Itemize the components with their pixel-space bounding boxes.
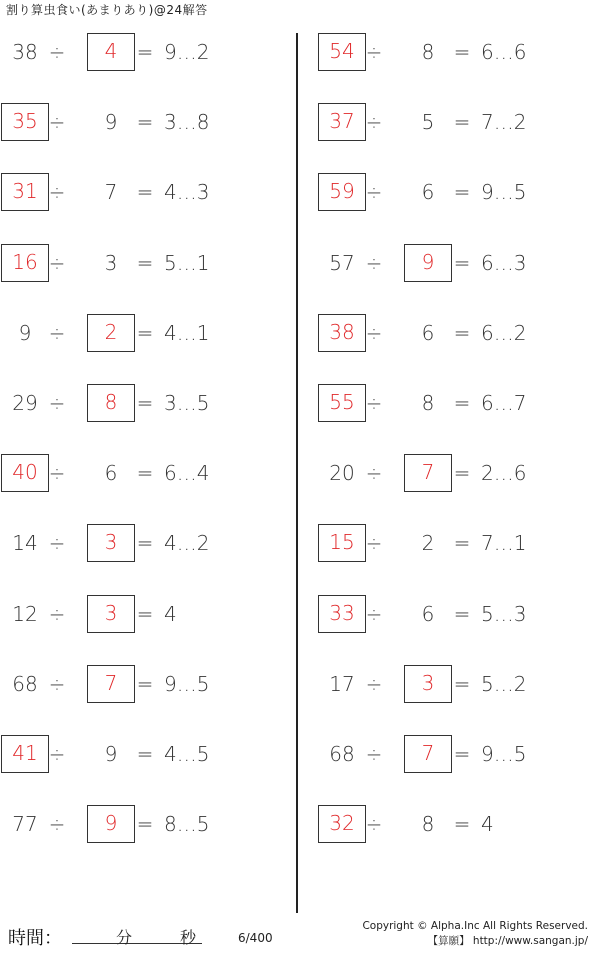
equals-sign: = (136, 671, 154, 696)
equals-sign: = (136, 320, 154, 345)
answer-box[interactable]: 7 (87, 665, 135, 703)
equals-sign: = (136, 812, 154, 837)
quotient-remainder: 4 (164, 601, 177, 626)
dividend: 38 (12, 40, 38, 64)
divide-sign: ÷ (48, 250, 66, 275)
answer-box[interactable]: 38 (318, 314, 366, 352)
answer-box[interactable]: 59 (318, 173, 366, 211)
divide-sign: ÷ (365, 461, 383, 486)
divide-sign: ÷ (365, 742, 383, 766)
quotient-remainder: 9…2 (164, 40, 210, 64)
equals-sign: = (453, 40, 471, 64)
answer-box[interactable]: 31 (1, 173, 49, 211)
divide-sign: ÷ (365, 180, 383, 205)
copyright-text: Copyright © Alpha.Inc All Rights Reserved. (362, 920, 588, 932)
divide-sign: ÷ (365, 110, 383, 135)
problem-row (0, 665, 600, 705)
quotient-remainder: 4…1 (164, 320, 210, 345)
equals-sign: = (453, 742, 471, 766)
page-number: 6/400 (238, 931, 273, 945)
problem-row (0, 735, 600, 775)
divide-sign: ÷ (365, 40, 383, 64)
answer-box[interactable]: 54 (318, 33, 366, 71)
dividend: 68 (12, 671, 38, 696)
equals-sign: = (136, 40, 154, 64)
divide-sign: ÷ (365, 391, 383, 415)
divide-sign: ÷ (48, 601, 66, 626)
problem-row (0, 454, 600, 494)
problem-row (0, 244, 600, 284)
quotient-remainder: 9…5 (164, 671, 210, 696)
divide-sign: ÷ (48, 110, 66, 135)
divisor: 8 (421, 391, 435, 415)
answer-box[interactable]: 7 (404, 454, 452, 492)
answer-box[interactable]: 3 (87, 595, 135, 633)
dividend: 68 (329, 742, 355, 766)
dividend: 12 (12, 601, 38, 626)
dividend: 20 (329, 461, 355, 486)
divisor: 6 (421, 180, 435, 205)
quotient-remainder: 4…2 (164, 531, 210, 556)
divide-sign: ÷ (48, 742, 66, 766)
quotient-remainder: 2…6 (481, 461, 527, 486)
answer-box[interactable]: 35 (1, 103, 49, 141)
divisor: 7 (104, 180, 118, 205)
equals-sign: = (136, 601, 154, 626)
divide-sign: ÷ (365, 812, 383, 837)
divide-sign: ÷ (48, 40, 66, 64)
equals-sign: = (453, 250, 471, 275)
quotient-remainder: 8…5 (164, 812, 210, 837)
time-label: 時間： (8, 928, 62, 949)
divide-sign: ÷ (365, 531, 383, 556)
equals-sign: = (136, 250, 154, 275)
quotient-remainder: 4…3 (164, 180, 210, 205)
answer-box[interactable]: 3 (404, 665, 452, 703)
divisor: 6 (421, 601, 435, 626)
answer-box[interactable]: 9 (404, 244, 452, 282)
problem-row (0, 595, 600, 635)
seconds-label: 秒 (180, 928, 197, 947)
quotient-remainder: 4…5 (164, 742, 210, 766)
answer-box[interactable]: 55 (318, 384, 366, 422)
site-text: 【算願】 http://www.sangan.jp/ (427, 935, 588, 947)
dividend: 29 (12, 391, 38, 415)
equals-sign: = (453, 391, 471, 415)
problem-row (0, 33, 600, 73)
divisor: 8 (421, 40, 435, 64)
divide-sign: ÷ (48, 531, 66, 556)
dividend: 77 (12, 812, 38, 837)
quotient-remainder: 7…1 (481, 531, 527, 556)
equals-sign: = (136, 110, 154, 135)
quotient-remainder: 3…8 (164, 110, 210, 135)
divide-sign: ÷ (48, 180, 66, 205)
divide-sign: ÷ (48, 391, 66, 415)
equals-sign: = (136, 180, 154, 205)
divide-sign: ÷ (48, 812, 66, 837)
quotient-remainder: 5…1 (164, 250, 210, 275)
minutes-label: 分 (116, 928, 133, 947)
problem-row (0, 103, 600, 143)
divisor: 6 (421, 320, 435, 345)
quotient-remainder: 6…3 (481, 250, 527, 275)
answer-box[interactable]: 7 (404, 735, 452, 773)
problem-row (0, 805, 600, 845)
divisor: 2 (421, 531, 435, 556)
answer-box[interactable]: 37 (318, 103, 366, 141)
equals-sign: = (453, 671, 471, 696)
divide-sign: ÷ (365, 671, 383, 696)
divide-sign: ÷ (365, 320, 383, 345)
problem-row (0, 384, 600, 424)
answer-box[interactable]: 16 (1, 244, 49, 282)
dividend: 14 (12, 531, 38, 556)
dividend: 17 (329, 671, 355, 696)
divide-sign: ÷ (48, 320, 66, 345)
quotient-remainder: 6…7 (481, 391, 527, 415)
divisor: 8 (421, 812, 435, 837)
equals-sign: = (453, 110, 471, 135)
divisor: 9 (104, 110, 118, 135)
divide-sign: ÷ (365, 250, 383, 275)
equals-sign: = (136, 531, 154, 556)
problem-row (0, 524, 600, 564)
quotient-remainder: 9…5 (481, 742, 527, 766)
quotient-remainder: 9…5 (481, 180, 527, 205)
divisor: 6 (104, 461, 118, 486)
equals-sign: = (136, 461, 154, 486)
divide-sign: ÷ (48, 461, 66, 486)
quotient-remainder: 3…5 (164, 391, 210, 415)
answer-box[interactable]: 41 (1, 735, 49, 773)
quotient-remainder: 5…3 (481, 601, 527, 626)
equals-sign: = (136, 742, 154, 766)
divide-sign: ÷ (365, 601, 383, 626)
divisor: 9 (104, 742, 118, 766)
quotient-remainder: 4 (481, 812, 494, 837)
dividend: 57 (329, 250, 355, 275)
answer-box[interactable]: 32 (318, 805, 366, 843)
problem-row (0, 314, 600, 354)
divisor: 5 (421, 110, 435, 135)
equals-sign: = (453, 531, 471, 556)
answer-box[interactable]: 40 (1, 454, 49, 492)
problem-row (0, 173, 600, 213)
copyright-block (362, 919, 588, 949)
answer-box[interactable]: 9 (87, 805, 135, 843)
answer-box[interactable]: 33 (318, 595, 366, 633)
quotient-remainder: 6…2 (481, 320, 527, 345)
divisor: 3 (104, 250, 118, 275)
answer-box[interactable]: 3 (87, 524, 135, 562)
answer-box[interactable]: 8 (87, 384, 135, 422)
quotient-remainder: 5…2 (481, 671, 527, 696)
equals-sign: = (136, 391, 154, 415)
equals-sign: = (453, 320, 471, 345)
answer-box[interactable]: 2 (87, 314, 135, 352)
quotient-remainder: 6…6 (481, 40, 527, 64)
answer-box[interactable]: 4 (87, 33, 135, 71)
equals-sign: = (453, 812, 471, 837)
equals-sign: = (453, 180, 471, 205)
quotient-remainder: 6…4 (164, 461, 210, 486)
quotient-remainder: 7…2 (481, 110, 527, 135)
equals-sign: = (453, 461, 471, 486)
page-title: 割り算虫食い(あまりあり)@24解答 (6, 3, 208, 17)
divide-sign: ÷ (48, 671, 66, 696)
equals-sign: = (453, 601, 471, 626)
answer-box[interactable]: 15 (318, 524, 366, 562)
dividend: 9 (18, 320, 32, 345)
